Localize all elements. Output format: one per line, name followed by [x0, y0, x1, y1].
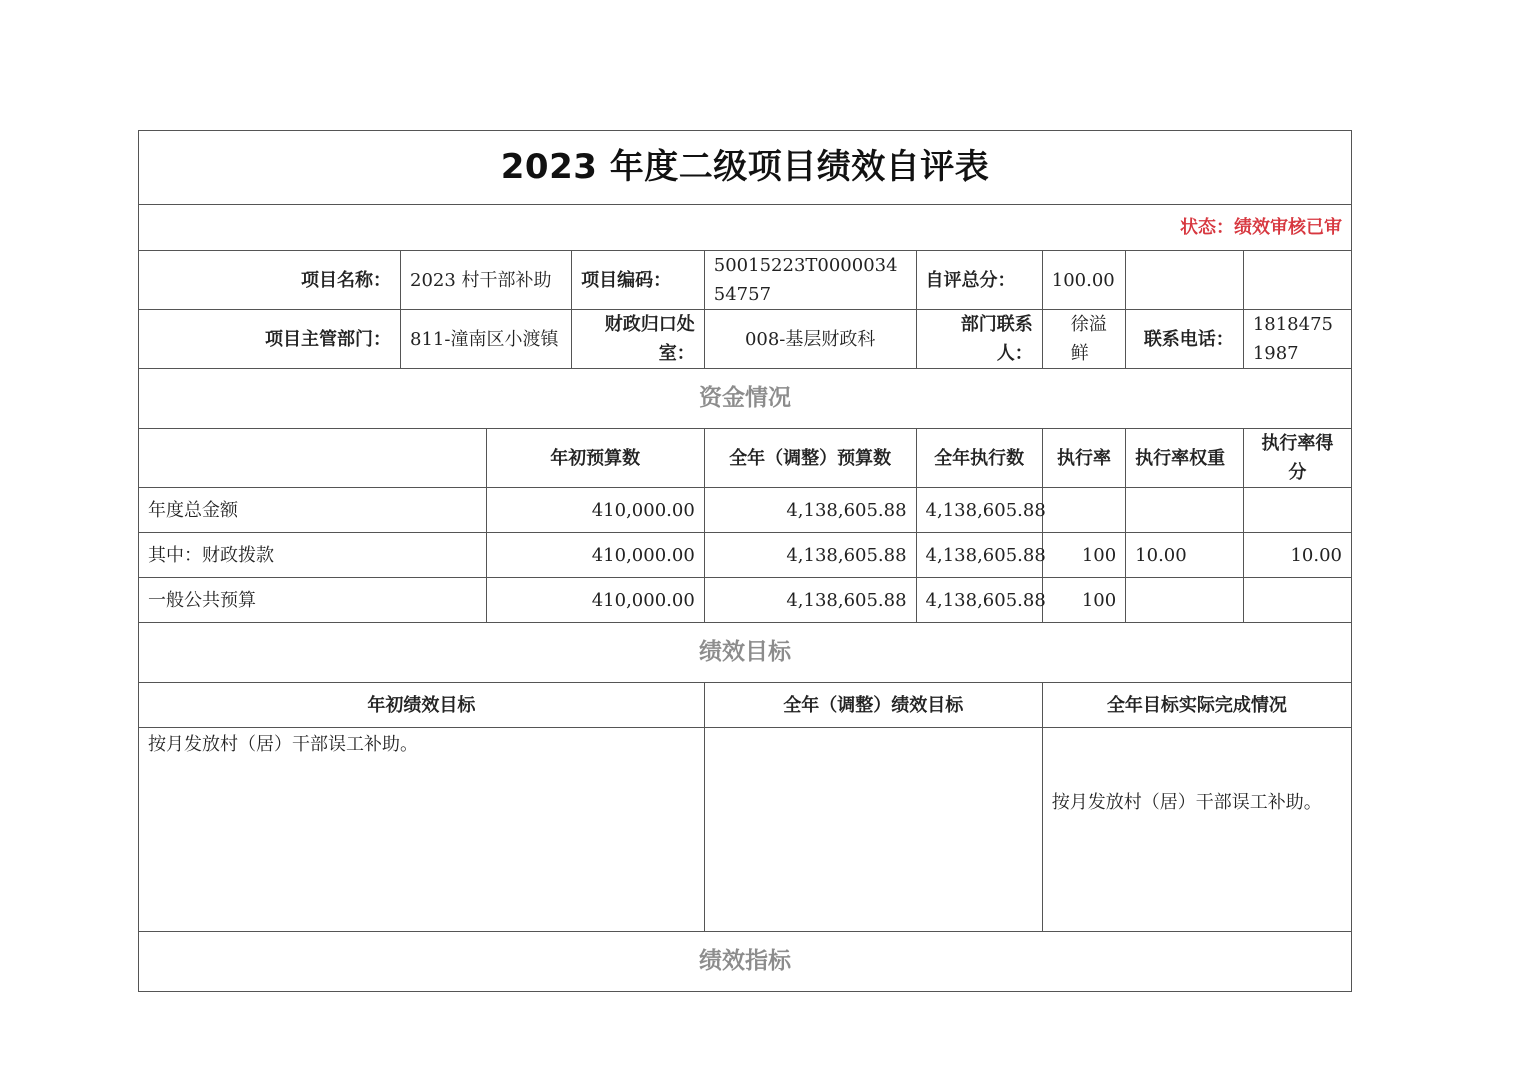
funds-row-adjusted: 4,138,605.88 — [704, 578, 916, 623]
info-row-2 — [139, 310, 1352, 369]
funds-row-weight — [1126, 578, 1244, 623]
info-row-1 — [139, 251, 1352, 310]
empty-cell — [1126, 251, 1244, 310]
funds-row-initial: 410,000.00 — [486, 578, 704, 623]
dept-value: 811-潼南区小渡镇 — [401, 310, 572, 369]
funds-row — [139, 533, 1352, 578]
funds-row-score: 10.00 — [1243, 533, 1351, 578]
funds-header-executed: 全年执行数 — [916, 429, 1042, 488]
funds-row-executed: 4,138,605.88 — [916, 578, 1042, 623]
project-name-label: 项目名称： — [139, 251, 401, 310]
funds-row — [139, 488, 1352, 533]
self-score-value: 100.00 — [1042, 251, 1125, 310]
empty-cell — [1243, 251, 1351, 310]
project-name-value: 2023 村干部补助 — [401, 251, 572, 310]
finance-office-label: 财政归口处室： — [572, 310, 705, 369]
actual-completion-text: 按月发放村（居）干部误工补助。 — [1042, 728, 1351, 932]
funds-header-initial: 年初预算数 — [486, 429, 704, 488]
goals-content-row — [139, 728, 1352, 932]
funds-row-executed: 4,138,605.88 — [916, 533, 1042, 578]
funds-row-weight — [1126, 488, 1244, 533]
funds-header-blank — [139, 429, 487, 488]
funds-row-rate: 100 — [1042, 533, 1125, 578]
funds-row — [139, 578, 1352, 623]
funds-row-score — [1243, 578, 1351, 623]
goals-header-adjusted: 全年（调整）绩效目标 — [704, 683, 1042, 728]
contact-value: 徐溢鲜 — [1042, 310, 1125, 369]
funds-row-initial: 410,000.00 — [486, 488, 704, 533]
dept-label: 项目主管部门： — [139, 310, 401, 369]
self-score-label: 自评总分： — [916, 251, 1042, 310]
status-badge: 状态：绩效审核已审 — [139, 205, 1352, 251]
phone-label: 联系电话： — [1126, 310, 1244, 369]
funds-header-rate: 执行率 — [1042, 429, 1125, 488]
phone-value: 18184751987 — [1243, 310, 1351, 369]
funds-row-initial: 410,000.00 — [486, 533, 704, 578]
contact-label: 部门联系人： — [916, 310, 1042, 369]
funds-row-adjusted: 4,138,605.88 — [704, 488, 916, 533]
evaluation-form — [138, 130, 1352, 992]
funds-section-title: 资金情况 — [139, 369, 1352, 429]
funds-header-weight: 执行率权重 — [1126, 429, 1244, 488]
goals-header-actual: 全年目标实际完成情况 — [1042, 683, 1351, 728]
project-code-label: 项目编码： — [572, 251, 705, 310]
funds-row-name: 一般公共预算 — [139, 578, 487, 623]
evaluation-table — [138, 130, 1352, 992]
goals-header-initial: 年初绩效目标 — [139, 683, 705, 728]
initial-goal-text: 按月发放村（居）干部误工补助。 — [139, 728, 705, 932]
funds-row-rate — [1042, 488, 1125, 533]
funds-row-name: 其中：财政拨款 — [139, 533, 487, 578]
funds-row-weight: 10.00 — [1126, 533, 1244, 578]
form-title: 2023 年度二级项目绩效自评表 — [139, 131, 1352, 205]
goals-section-title: 绩效目标 — [139, 623, 1352, 683]
funds-row-rate: 100 — [1042, 578, 1125, 623]
indicators-section-title: 绩效指标 — [139, 932, 1352, 992]
goals-header-row — [139, 683, 1352, 728]
funds-header-score: 执行率得分 — [1243, 429, 1351, 488]
funds-row-score — [1243, 488, 1351, 533]
funds-row-name: 年度总金额 — [139, 488, 487, 533]
funds-header-adjusted: 全年（调整）预算数 — [704, 429, 916, 488]
funds-row-executed: 4,138,605.88 — [916, 488, 1042, 533]
funds-header-row — [139, 429, 1352, 488]
adjusted-goal-text — [704, 728, 1042, 932]
project-code-value: 50015223T000003454757 — [704, 251, 916, 310]
funds-row-adjusted: 4,138,605.88 — [704, 533, 916, 578]
finance-office-value: 008-基层财政科 — [704, 310, 916, 369]
